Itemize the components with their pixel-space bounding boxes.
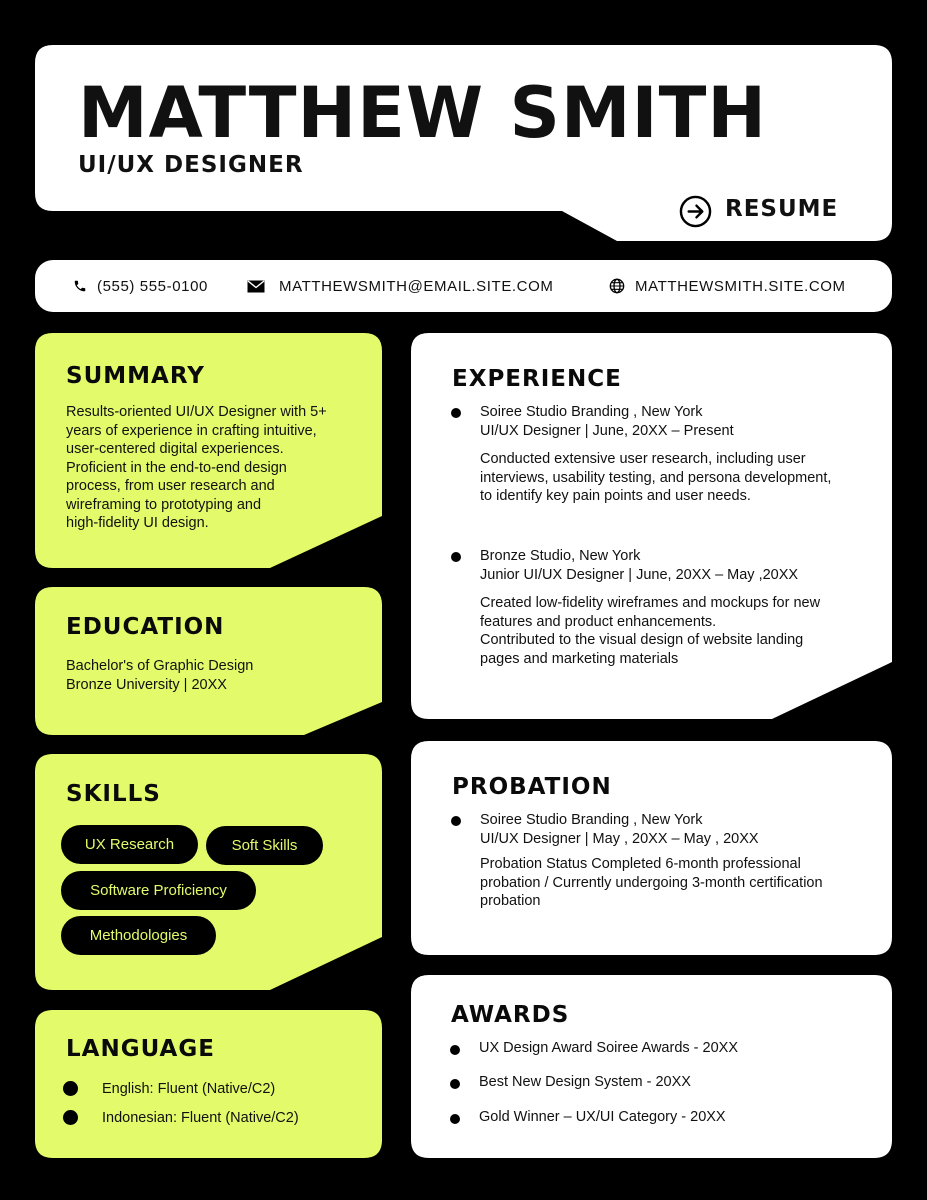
summary-line: wireframing to prototyping and <box>66 496 262 513</box>
education-school: Bronze University | 20XX <box>66 676 227 693</box>
bullet-dot <box>451 408 461 418</box>
summary-line: Proficient in the end-to-end design <box>66 459 287 476</box>
job-role: UI/UX DESIGNER <box>78 152 304 178</box>
experience-job <box>480 547 880 668</box>
skill-chip: Methodologies <box>61 916 216 955</box>
job-desc-line: to identify key pain points and user needs. <box>480 488 751 504</box>
summary-line: Results-oriented UI/UX Designer with 5+ <box>66 404 327 420</box>
job-desc-line: pages and marketing materials <box>480 650 679 667</box>
language-item: English: Fluent (Native/C2) <box>102 1081 276 1097</box>
probation-position: UI/UX Designer | May , 20XX – May , 20XX <box>480 830 759 847</box>
bullet-dot <box>450 1114 460 1124</box>
website-text: MATTHEWSMITH.SITE.COM <box>635 277 846 295</box>
job-desc-line: interviews, usability testing, and persona development, <box>480 469 832 486</box>
language-title: LANGUAGE <box>66 1036 215 1062</box>
job-company: Soiree Studio Branding , New York <box>480 404 703 420</box>
skill-chip: Soft Skills <box>206 826 323 865</box>
bullet-dot <box>450 1045 460 1055</box>
job-position: Junior UI/UX Designer | June, 20XX – May ,20XX <box>480 566 799 583</box>
award-item: Best New Design System - 20XX <box>479 1074 691 1090</box>
arrow-right-circle-icon[interactable] <box>679 195 712 228</box>
probation-desc-line: Probation Status Completed 6-month professional <box>480 856 801 872</box>
contact-bar <box>35 260 892 312</box>
experience-job <box>480 403 880 506</box>
award-item: Gold Winner – UX/UI Category - 20XX <box>479 1109 726 1125</box>
bullet-dot <box>450 1079 460 1089</box>
probation-desc-line: probation <box>480 893 541 909</box>
summary-line: user-centered digital experiences. <box>66 441 284 457</box>
summary-line: years of experience in crafting intuitive, <box>66 422 317 439</box>
skill-chip: UX Research <box>61 825 198 864</box>
skill-chip: Software Proficiency <box>61 871 256 910</box>
bullet-dot <box>63 1081 78 1096</box>
summary-line: high-fidelity UI design. <box>66 515 209 531</box>
education-title: EDUCATION <box>66 614 225 640</box>
bullet-dot <box>451 552 461 562</box>
education-degree: Bachelor's of Graphic Design <box>66 658 254 674</box>
full-name: MATTHEW SMITH <box>78 72 767 154</box>
contact-website[interactable] <box>609 260 846 312</box>
contact-email[interactable] <box>247 260 553 312</box>
awards-title: AWARDS <box>451 1002 570 1028</box>
experience-title: EXPERIENCE <box>452 366 622 392</box>
job-desc-line: Contributed to the visual design of website landing <box>480 632 804 648</box>
education-details <box>66 657 253 694</box>
summary-text <box>66 403 366 533</box>
phone-text: (555) 555-0100 <box>97 277 208 295</box>
probation-company: Soiree Studio Branding , New York <box>480 812 703 828</box>
probation-title: PROBATION <box>452 774 612 800</box>
award-item: UX Design Award Soiree Awards - 20XX <box>479 1040 738 1056</box>
mail-icon <box>247 280 265 293</box>
job-desc-line: Created low-fidelity wireframes and mockups for new <box>480 595 821 611</box>
job-company: Bronze Studio, New York <box>480 548 641 564</box>
skills-title: SKILLS <box>66 781 161 807</box>
probation-details <box>480 811 880 911</box>
phone-icon <box>73 279 87 293</box>
bullet-dot <box>63 1110 78 1125</box>
contact-phone[interactable] <box>73 260 208 312</box>
probation-desc-line: probation / Currently undergoing 3-month certification <box>480 874 823 891</box>
bullet-dot <box>451 816 461 826</box>
job-desc-line: Conducted extensive user research, including user <box>480 451 806 467</box>
summary-line: process, from user research and <box>66 478 275 494</box>
globe-icon <box>609 278 625 294</box>
resume-label: RESUME <box>725 196 839 222</box>
job-desc-line: features and product enhancements. <box>480 613 717 630</box>
language-item: Indonesian: Fluent (Native/C2) <box>102 1110 299 1126</box>
email-text: MATTHEWSMITH@EMAIL.SITE.COM <box>279 277 554 295</box>
summary-title: SUMMARY <box>66 363 205 389</box>
job-position: UI/UX Designer | June, 20XX – Present <box>480 422 734 439</box>
